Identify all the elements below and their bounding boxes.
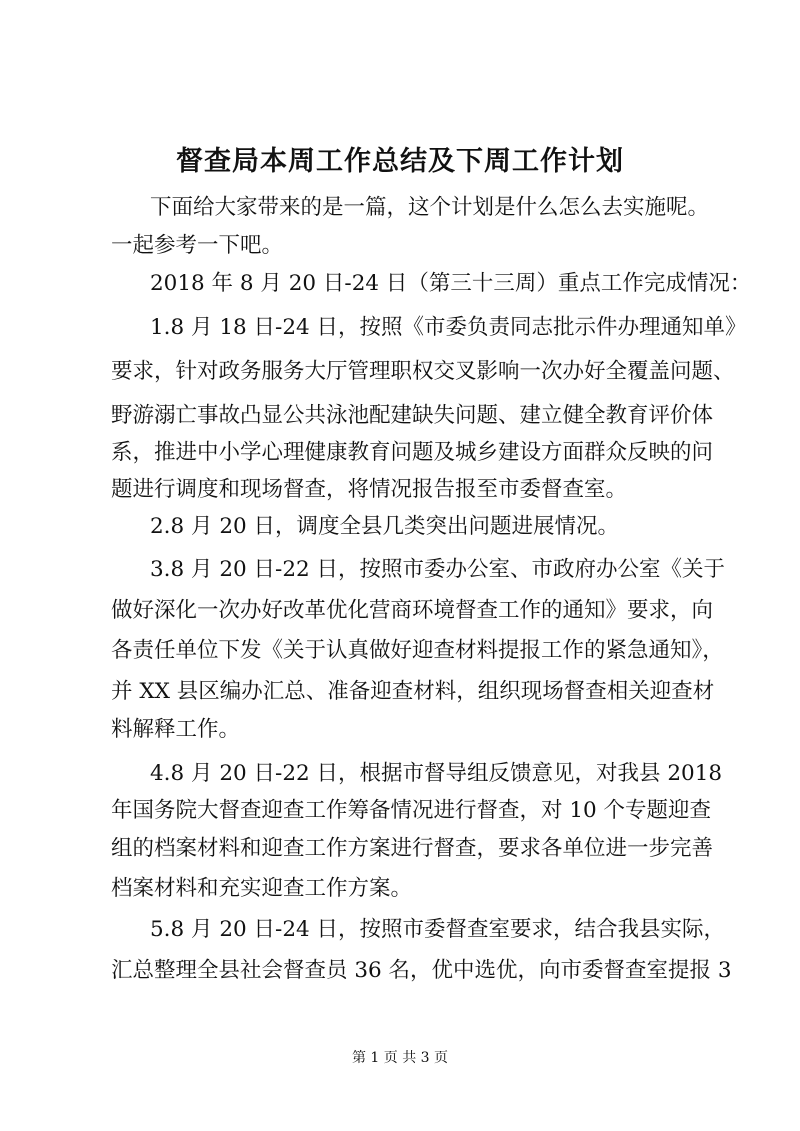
body-line: 3.8 月 20 日-22 日，按照市委办公室、市政府办公室《关于 — [150, 557, 726, 582]
page-number: 第 1 页 共 3 页 — [351, 1050, 449, 1066]
body-line: 2.8 月 20 日，调度全县几类突出问题进展情况。 — [150, 514, 620, 539]
body-line: 一起参考一下吧。 — [111, 233, 284, 258]
body-line: 题进行调度和现场督查，将情况报告报至市委督查室。 — [111, 477, 628, 502]
body-line: 汇总整理全县社会督查员 36 名，优中选优，向市委督查室提报 3 — [111, 958, 732, 983]
body-line: 档案材料和充实迎查工作方案。 — [111, 876, 413, 901]
body-line: 各责任单位下发《关于认真做好迎查材料提报工作的紧急通知》， — [111, 638, 724, 663]
body-line: 组的档案材料和迎查工作方案进行督查，要求各单位进一步完善 — [111, 836, 714, 861]
body-line: 1.8 月 18 日-24 日，按照《市委负责同志批示件办理通知单》 — [150, 315, 747, 340]
body-line: 野游溺亡事故凸显公共泳池配建缺失问题、建立健全教育评价体 — [111, 403, 714, 428]
body-line: 下面给大家带来的是一篇，这个计划是什么怎么去实施呢。 — [150, 195, 710, 220]
body-line: 做好深化一次办好改革优化营商环境督查工作的通知》要求，向 — [111, 598, 714, 623]
body-line: 系，推进中小学心理健康教育问题及城乡建设方面群众反映的问 — [111, 440, 714, 465]
page-title: 督查局本周工作总结及下周工作计划 — [176, 146, 624, 177]
body-line: 5.8 月 20 日-24 日，按照市委督查室要求，结合我县实际， — [150, 917, 726, 942]
body-line: 料解释工作。 — [111, 717, 241, 742]
body-line: 2018 年 8 月 20 日-24 日（第三十三周）重点工作完成情况： — [150, 271, 752, 296]
body-line: 4.8 月 20 日-22 日，根据市督导组反馈意见，对我县 2018 — [150, 761, 723, 786]
body-line: 要求，针对政务服务大厅管理职权交叉影响一次办好全覆盖问题、 — [111, 359, 735, 384]
body-line: 并 XX 县区编办汇总、准备迎查材料，组织现场督查相关迎查材 — [111, 679, 715, 704]
body-line: 年国务院大督查迎查工作筹备情况进行督查，对 10 个专题迎查 — [111, 798, 712, 823]
